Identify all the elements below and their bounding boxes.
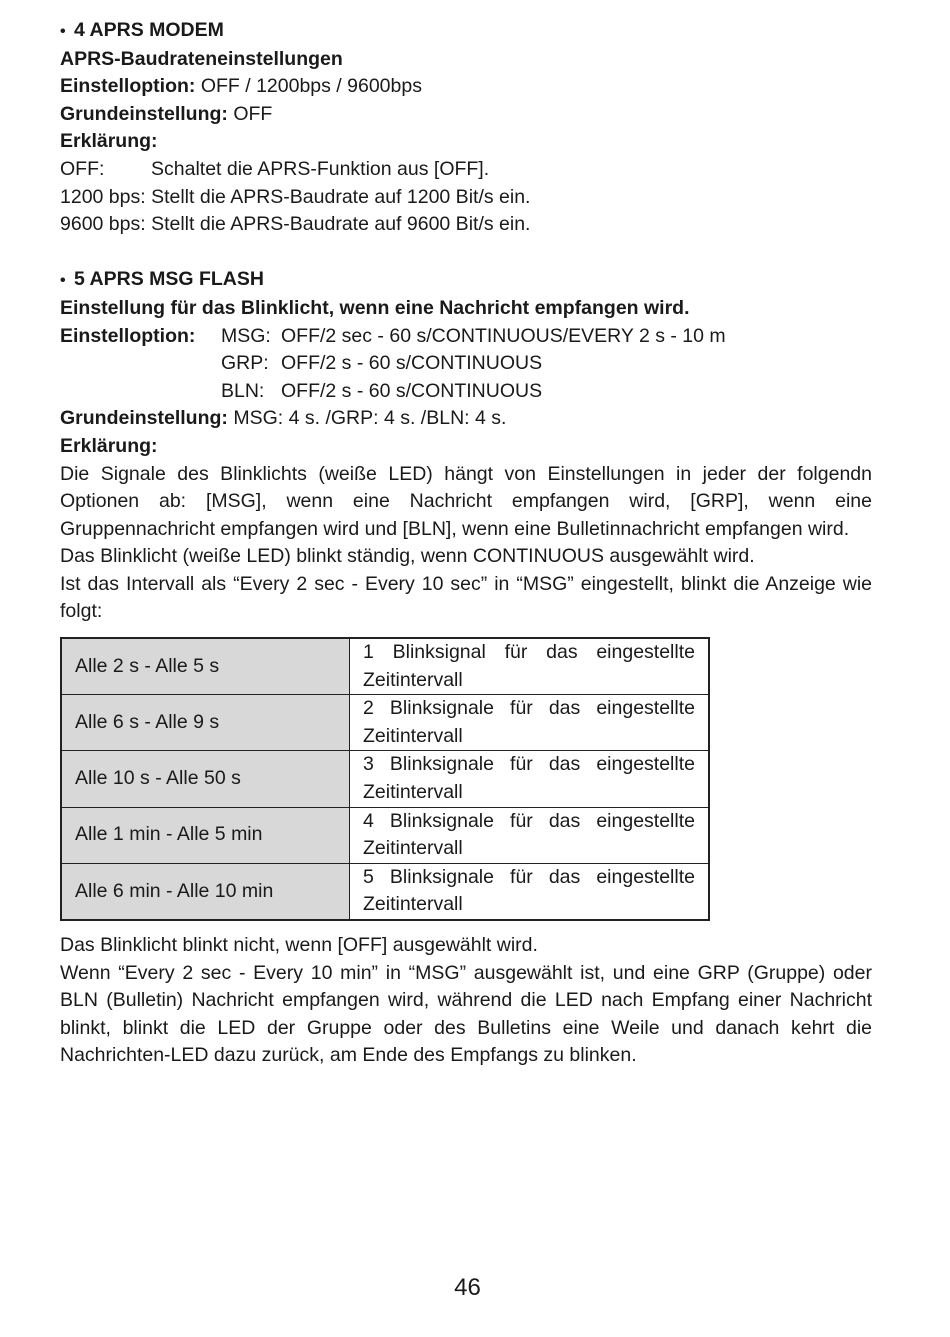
section-spacer (60, 239, 872, 267)
blink-description-cell: 5 Blinksignale für das eingestellte Zeitintervall (350, 863, 710, 920)
section-5-default: Grundeinstellung: MSG: 4 s. /GRP: 4 s. /BLN: 4 s. (60, 407, 507, 430)
table-row (61, 863, 709, 920)
bullet-icon: • (60, 272, 66, 290)
table-row (61, 807, 709, 863)
page-number: 46 (454, 1274, 481, 1301)
interval-range-cell: Alle 6 min - Alle 10 min (61, 863, 350, 920)
explain-paragraph-4: Das Blinklicht blinkt nicht, wenn [OFF] ausgewählt wird. (60, 934, 538, 956)
table-row (61, 751, 709, 807)
page-content (60, 17, 872, 1070)
blink-description-cell: 3 Blinksignale für das eingestellte Zeitintervall (350, 751, 710, 807)
explain-line-9600: 9600 bps: Stellt die APRS-Baudrate auf 9600 Bit/s ein. (60, 213, 531, 236)
explain-line-off: OFF: Schaltet die APRS-Funktion aus [OFF]. (60, 157, 490, 180)
section-5-subtitle: Einstellung für das Blinklicht, wenn eine Nachricht empfangen wird. (60, 296, 690, 319)
bullet-icon: • (60, 23, 66, 40)
section-4-default: Grundeinstellung: OFF (60, 102, 273, 125)
section-4-explain-label: Erklärung: (60, 130, 158, 153)
explain-paragraph-3: Ist das Intervall als “Every 2 sec - Every 10 sec” in “MSG” eingestellt, blinkt die Anzeige wie folgt: (60, 572, 872, 623)
section-4-subtitle: APRS-Baudrateneinstellungen (60, 47, 343, 70)
table-row (61, 695, 709, 751)
interval-range-cell: Alle 6 s - Alle 9 s (61, 695, 350, 751)
explain-paragraph-2: Das Blinklicht (weiße LED) blinkt ständig, wenn CONTINUOUS ausgewählt wird. (60, 545, 755, 568)
table-row (61, 638, 709, 695)
interval-range-cell: Alle 2 s - Alle 5 s (61, 638, 350, 695)
interval-range-cell: Alle 10 s - Alle 50 s (61, 751, 350, 807)
section-4-options: Einstelloption: OFF / 1200bps / 9600bps (60, 75, 422, 98)
section-4-heading: • 4 APRS MODEM (60, 17, 872, 46)
section-5-option-grp: GRP: OFF/2 s - 60 s/CONTINUOUS (221, 352, 543, 375)
section-5-option-msg: Einstelloption: MSG: OFF/2 sec - 60 s/CONTINUOUS/EVERY 2 s - 10 m (60, 324, 726, 347)
section-5-heading: • 5 APRS MSG FLASH (60, 266, 872, 295)
blink-description-cell: 1 Blinksignal für das eingestellte Zeitintervall (350, 638, 710, 695)
explain-paragraph-1: Die Signale des Blinklichts (weiße LED) hängt von Einstellungen in jeder der folgendn Optionen ab: [MSG], wenn eine Nachricht empfangen wird, [GRP], wenn eine Gruppennachricht empfangen wird und [BLN], wenn eine Bulletinnachricht empfangen wird. (60, 462, 872, 540)
explain-line-1200: 1200 bps: Stellt die APRS-Baudrate auf 1200 Bit/s ein. (60, 185, 531, 208)
section-5-option-bln: BLN: OFF/2 s - 60 s/CONTINUOUS (221, 379, 543, 402)
blink-description-cell: 2 Blinksignale für das eingestellte Zeitintervall (350, 695, 710, 751)
explain-paragraph-5: Wenn “Every 2 sec - Every 10 min” in “MSG” ausgewählt ist, und eine GRP (Gruppe) oder BLN (Bulletin) Nachricht empfangen wird, während die LED nach Empfang einer Nachricht blinkt, blinkt die LED der Gruppe oder des Bulletins eine Weile und danach kehrt die Nachrichten-LED dazu zurück, am Ende des Empfangs zu blinken. (60, 961, 872, 1067)
blink-description-cell: 4 Blinksignale für das eingestellte Zeitintervall (350, 807, 710, 863)
interval-range-cell: Alle 1 min - Alle 5 min (61, 807, 350, 863)
blink-interval-table (60, 637, 710, 921)
section-5-explain-label: Erklärung: (60, 434, 158, 457)
